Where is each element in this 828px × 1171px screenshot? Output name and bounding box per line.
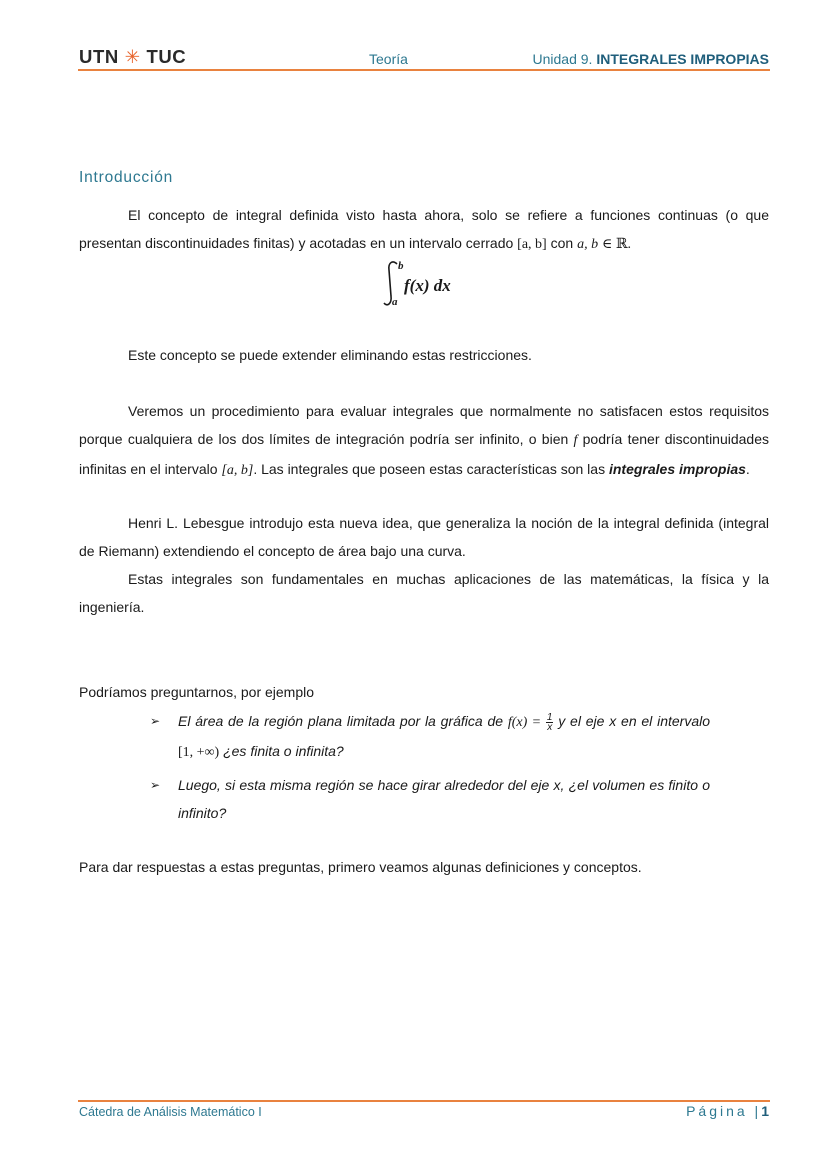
q1-text-a: El área de la región plana limitada por la gráfica de	[178, 713, 504, 729]
q1-text-c: en el intervalo	[621, 713, 711, 729]
integral-integrand: f(x) dx	[404, 276, 451, 295]
section-title: Introducción	[79, 169, 174, 186]
intro-paragraph-3	[79, 397, 769, 485]
intro-p3-bold-term: integrales impropias	[608, 461, 746, 477]
intro-paragraph-1	[79, 201, 769, 259]
header-center-label: Teoría	[369, 51, 408, 67]
q1-text-b: y el eje	[558, 713, 605, 729]
logo-tuc-text: TUC	[146, 46, 187, 67]
intro-p3-text-b: podría tener discontinuidades infinitas en el intervalo	[79, 431, 770, 477]
q2-text-b: , ¿el volumen es finito o infinito?	[178, 777, 710, 821]
header-unit-title	[532, 51, 769, 67]
header-unit-prefix: Unidad 9.	[532, 51, 593, 67]
questions-lead: Podríamos preguntarnos, por ejemplo	[79, 684, 315, 700]
header-unit-name: INTEGRALES IMPROPIAS	[596, 51, 769, 67]
intro-p3-text-c: . Las integrales que poseen estas características son las	[253, 461, 606, 477]
q1-interval: [1, +∞)	[178, 745, 220, 760]
footer-course-name: Cátedra de Análisis Matemático I	[79, 1105, 262, 1119]
q1-fraction	[546, 713, 554, 732]
intro-p3-text-a: Veremos un procedimiento para evaluar integrales que normalmente no satisfacen estos requisitos porque cualquiera de los dos límites de integración podría ser infinito, o bien	[79, 403, 769, 447]
arrow-bullet-icon: ➢	[150, 778, 161, 792]
footer-page-number	[686, 1103, 769, 1119]
closing-paragraph: Para dar respuestas a estas preguntas, primero veamos algunas definiciones y conceptos.	[79, 859, 642, 875]
q2-axis-x: x	[553, 777, 561, 793]
intro-paragraph-2: Este concepto se puede extender eliminando estas restricciones.	[128, 347, 532, 363]
integral-upper-limit: b	[398, 260, 404, 272]
q1-function: f(x) =	[507, 715, 542, 730]
utn-tuc-logo	[79, 46, 186, 68]
intro-p1-con: con	[550, 235, 574, 251]
intro-p3-end: .	[745, 461, 750, 477]
header-divider	[78, 69, 770, 71]
intro-p1-real-set: ∈ ℝ.	[601, 237, 631, 252]
intro-paragraph-5: Estas integrales son fundamentales en muchas aplicaciones de las matemáticas, la física y la ingeniería.	[79, 571, 769, 615]
q1-fraction-denominator: x	[547, 721, 553, 733]
q1-axis-x: x	[609, 713, 617, 729]
questions-list	[150, 707, 710, 831]
intro-paragraph-4: Henri L. Lebesgue introdujo esta nueva idea, que generaliza la noción de la integral definida (integral de Riemann) extendiendo el concepto de área bajo una curva.	[79, 515, 769, 559]
footer-divider	[78, 1100, 770, 1102]
footer-page-value: 1	[761, 1103, 769, 1119]
footer-page-label: Página |	[686, 1103, 762, 1119]
question-item-2	[150, 771, 710, 827]
intro-p1-text: El concepto de integral definida visto hasta ahora, solo se refiere a funciones continuas (o que presentan discontinuidades finitas) y acotadas en un intervalo cerrado	[79, 207, 769, 251]
question-item-1	[150, 707, 710, 767]
logo-utn-text: UTN	[79, 46, 119, 67]
arrow-bullet-icon: ➢	[150, 714, 161, 728]
definite-integral-formula	[380, 256, 500, 312]
asterisk-logo-icon: ✳	[124, 46, 141, 67]
intro-p3-interval: [a, b]	[221, 463, 254, 478]
intro-p3-f: f	[573, 433, 578, 448]
q2-text-a: Luego, si esta misma región se hace girar alrededor del eje	[178, 777, 550, 793]
q1-text-d: ¿es finita o infinita?	[223, 743, 344, 759]
intro-p1-vars: a, b	[577, 237, 599, 252]
intro-p1-interval: [a, b]	[517, 237, 547, 252]
q1-fraction-numerator: 1	[546, 711, 553, 723]
integral-lower-limit: a	[392, 296, 398, 308]
